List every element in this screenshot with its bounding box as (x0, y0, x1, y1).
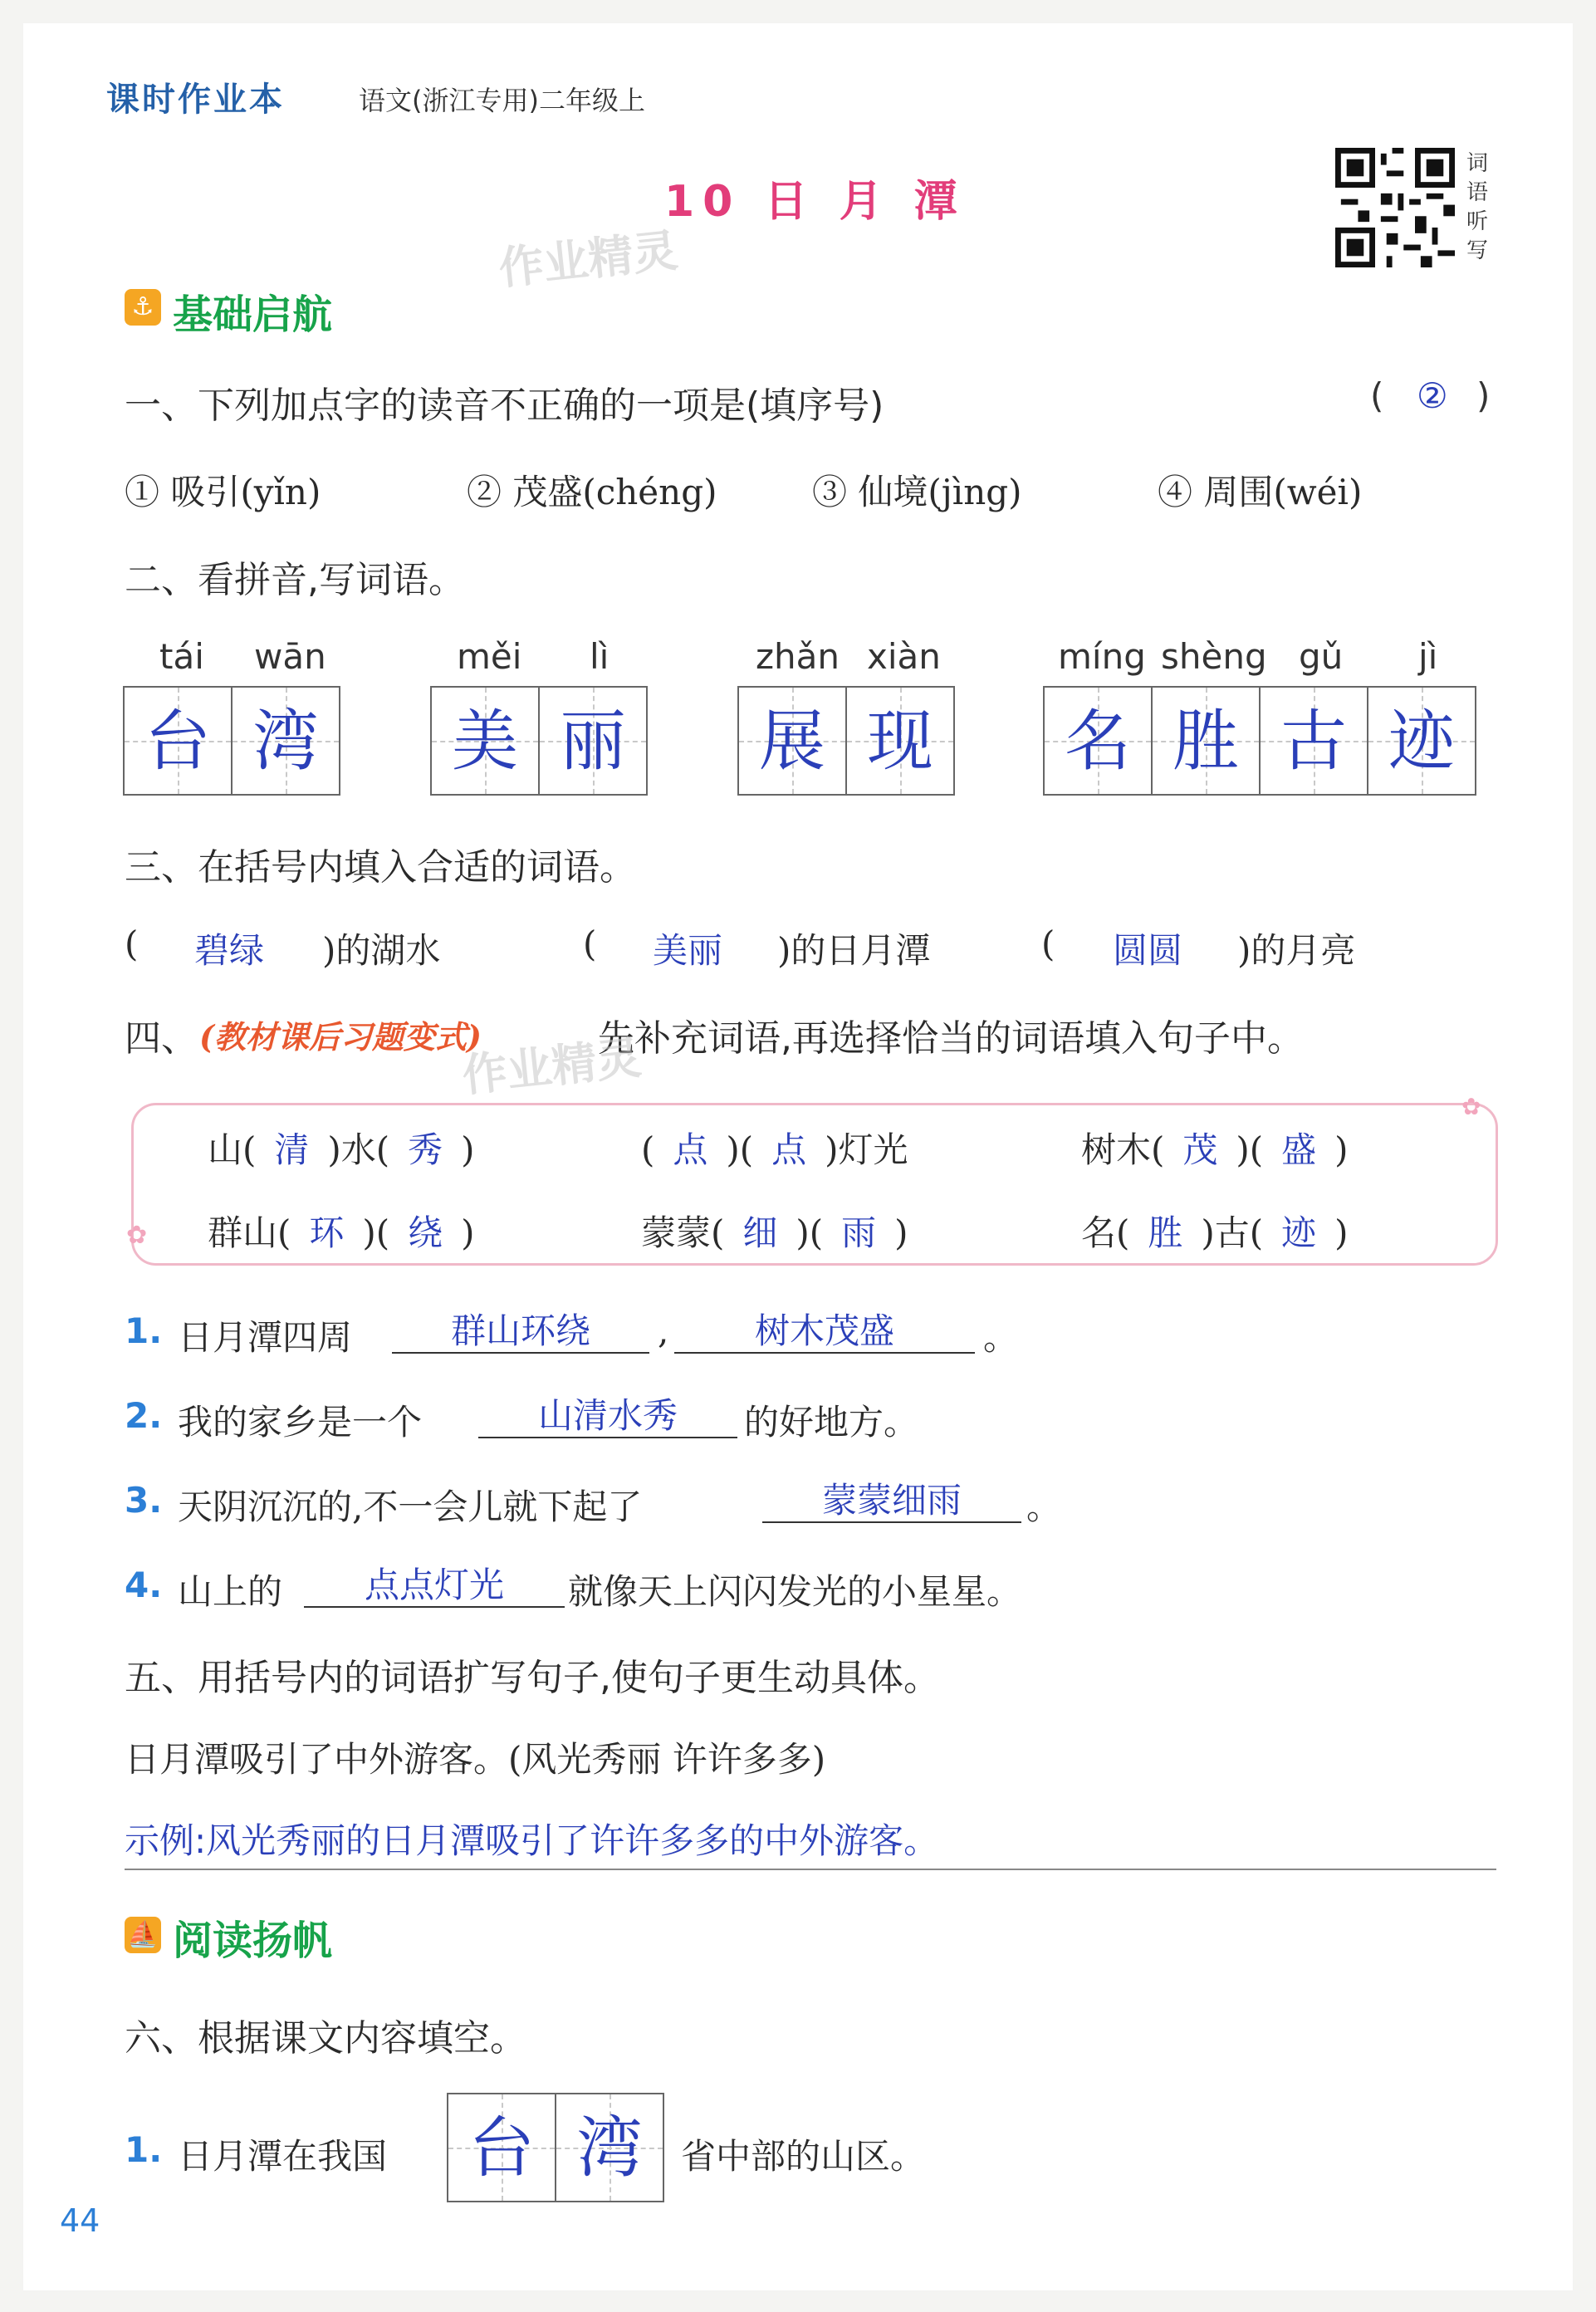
q1-option-4: ④ 周围(wéi) (1158, 472, 1363, 512)
q4-text-part: ) (1334, 1129, 1349, 1170)
pinyin: xiàn (867, 636, 941, 677)
tianzige-cell[interactable]: 古 (1259, 686, 1368, 796)
tianzige-cell[interactable]: 美 (430, 686, 540, 796)
q4-text-part: ) (1334, 1212, 1349, 1253)
lesson-title: 10 日 月 潭 (664, 177, 966, 227)
tianzige-word-3 (737, 686, 955, 796)
pinyin: gǔ (1299, 636, 1344, 677)
q3-text: 三、在括号内填入合适的词语。 (125, 846, 636, 889)
pinyin: míng (1058, 636, 1146, 677)
section-title-reading: 阅读扬帆 (173, 1918, 333, 1964)
q3-answer-2[interactable]: 美丽 (653, 930, 723, 971)
sentence-text: 山上的 (178, 1571, 283, 1612)
header-subtitle: 语文(浙江专用)二年级上 (359, 85, 645, 116)
sentence-text: 的好地方。 (744, 1402, 919, 1443)
pinyin: wān (254, 636, 326, 677)
pinyin: měi (457, 636, 522, 677)
pinyin: zhǎn (756, 636, 840, 677)
tianzige-cell[interactable]: 迹 (1367, 686, 1476, 796)
q5-text: 五、用括号内的词语扩写句子,使句子更生动具体。 (125, 1657, 940, 1699)
q4-r2-item-3 (1081, 1206, 1349, 1256)
q4-text-part: 群山( (208, 1212, 291, 1253)
sentence-text: 我的家乡是一个 (178, 1402, 423, 1443)
tianzige-cell[interactable]: 胜 (1151, 686, 1261, 796)
q3-suffix-1: )的湖水 (322, 930, 441, 971)
tianzige-cell[interactable]: 湾 (231, 686, 340, 796)
q3-suffix-3: )的月亮 (1237, 930, 1356, 971)
sentence-text: 就像天上闪闪发光的小星星。 (568, 1571, 1022, 1612)
page-number: 44 (60, 2202, 100, 2239)
q6-text: 六、根据课文内容填空。 (125, 2017, 526, 2060)
item-number: 3. (125, 1480, 163, 1521)
q1-answer-close: ) (1476, 375, 1491, 416)
q1-option-3: ③ 仙境(jìng) (812, 472, 1022, 512)
item-number: 2. (125, 1395, 163, 1436)
q4-prefix: 四、 (125, 1017, 198, 1060)
paren-open: ( (1041, 923, 1055, 964)
sentence-text: 天阴沉沉的,不一会儿就下起了 (178, 1487, 643, 1527)
tianzige-cell[interactable]: 丽 (538, 686, 648, 796)
q4-text-part: )古( (1201, 1212, 1264, 1253)
sailboat-icon: ⛵ (125, 1917, 161, 1953)
tianzige-cell[interactable]: 台 (123, 686, 233, 796)
q1-option-1: ① 吸引(yǐn) (125, 472, 321, 512)
q3-suffix-2: )的日月潭 (777, 930, 931, 971)
q4-answer[interactable]: 雨 (841, 1212, 877, 1253)
paren-open: ( (583, 923, 597, 964)
q4-text-part: )( (362, 1212, 390, 1253)
q4-r2-item-2 (641, 1206, 908, 1256)
q4-text-part: ) (461, 1129, 475, 1170)
header-brand: 课时作业本 (106, 81, 285, 119)
q4-text-part: )( (726, 1129, 754, 1170)
q4-text-part: ) (894, 1212, 908, 1253)
q4-answer[interactable]: 点 (771, 1129, 807, 1170)
q4-tag: (教材课后习题变式) (199, 1018, 482, 1056)
q1-answer[interactable]: ② (1417, 375, 1448, 416)
paw-icon: ✿ (126, 1221, 148, 1250)
item-number: 1. (125, 2129, 163, 2170)
q3-answer-1[interactable]: 碧绿 (194, 930, 265, 971)
q1-text: 一、下列加点字的读音不正确的一项是(填序号) (125, 385, 884, 427)
q4-r2-item-1 (208, 1206, 475, 1256)
q4-text-part: )( (796, 1212, 824, 1253)
q4-text-part: 树木( (1081, 1129, 1165, 1170)
blank-line[interactable]: 蒙蒙细雨 (762, 1473, 1021, 1523)
pinyin: jì (1418, 636, 1438, 677)
item-number: 4. (125, 1565, 163, 1605)
q4-r1-item-3 (1081, 1123, 1349, 1173)
paren-open: ( (125, 923, 139, 964)
q4-text-part: 蒙蒙( (641, 1212, 725, 1253)
blank-line[interactable]: 树木茂盛 (674, 1304, 975, 1354)
q4-answer[interactable]: 细 (742, 1212, 778, 1253)
sentence-text: 省中部的山区。 (681, 2136, 926, 2177)
q1-option-2: ② 茂盛(chéng) (467, 472, 717, 512)
section-title-basics: 基础启航 (173, 291, 333, 338)
q4-text-part: )灯光 (825, 1129, 908, 1170)
anchor-icon: ⚓ (125, 289, 161, 326)
watermark: 作业精灵 (459, 1031, 644, 1103)
pinyin: lì (590, 636, 610, 677)
pinyin: tái (159, 636, 204, 677)
q4-answer[interactable]: 秀 (408, 1129, 443, 1170)
q4-answer[interactable]: 迹 (1281, 1212, 1317, 1253)
q2-text: 二、看拼音,写词语。 (125, 559, 465, 601)
tianzige-cell[interactable]: 湾 (555, 2093, 664, 2202)
q4-text-part: ( (641, 1129, 655, 1170)
blank-line[interactable]: 群山环绕 (392, 1304, 649, 1354)
tianzige-answer (447, 2093, 664, 2202)
q4-text-part: ) (461, 1212, 475, 1253)
q4-r1-item-1 (208, 1123, 475, 1173)
flower-icon: ✿ (1461, 1093, 1481, 1120)
tianzige-word-2 (430, 686, 648, 796)
blank-line[interactable]: 山清水秀 (478, 1389, 737, 1438)
sentence-text: 日月潭四周 (178, 1317, 353, 1358)
tianzige-word-4 (1043, 686, 1476, 796)
q5-example-answer[interactable]: 示例:风光秀丽的日月潭吸引了许许多多的中外游客。 (125, 1820, 939, 1861)
qr-code-icon (1335, 148, 1455, 267)
q4-answer[interactable]: 点 (673, 1129, 708, 1170)
q4-answer[interactable]: 盛 (1281, 1129, 1317, 1170)
tianzige-word-1 (123, 686, 340, 796)
q4-answer[interactable]: 胜 (1148, 1212, 1183, 1253)
item-number: 1. (125, 1310, 163, 1351)
watermark: 作业精灵 (496, 223, 681, 296)
q4-text-part: )( (1236, 1129, 1264, 1170)
q4-r1-item-2 (641, 1123, 908, 1173)
q4-text-part: 山( (208, 1129, 257, 1170)
q4-text: 先补充词语,再选择恰当的词语填入句子中。 (598, 1017, 1304, 1060)
q4-answer[interactable]: 绕 (408, 1212, 443, 1253)
sentence-text: 。 (983, 1317, 1019, 1358)
q4-answer[interactable]: 环 (309, 1212, 345, 1253)
sentence-text: 日月潭在我国 (178, 2136, 388, 2177)
pinyin: shèng (1161, 636, 1267, 677)
tianzige-cell[interactable]: 台 (447, 2093, 556, 2202)
q4-text-part: 名( (1081, 1212, 1130, 1253)
qr-code[interactable] (1335, 148, 1455, 267)
blank-line[interactable]: 点点灯光 (304, 1558, 565, 1608)
qr-label: 词语听写 (1466, 151, 1488, 263)
tianzige-cell[interactable]: 展 (737, 686, 847, 796)
sentence-text: 。 (1026, 1487, 1062, 1527)
q4-answer[interactable]: 茂 (1182, 1129, 1218, 1170)
sentence-text: , (658, 1310, 669, 1351)
q5-sentence: 日月潭吸引了中外游客。(风光秀丽 许许多多) (125, 1739, 826, 1780)
q4-text-part: )水( (327, 1129, 390, 1170)
tianzige-cell[interactable]: 名 (1043, 686, 1153, 796)
divider (125, 1869, 1496, 1870)
q1-answer-open: ( (1370, 375, 1384, 416)
tianzige-cell[interactable]: 现 (845, 686, 955, 796)
q4-answer[interactable]: 清 (274, 1129, 310, 1170)
q3-answer-3[interactable]: 圆圆 (1113, 930, 1183, 971)
